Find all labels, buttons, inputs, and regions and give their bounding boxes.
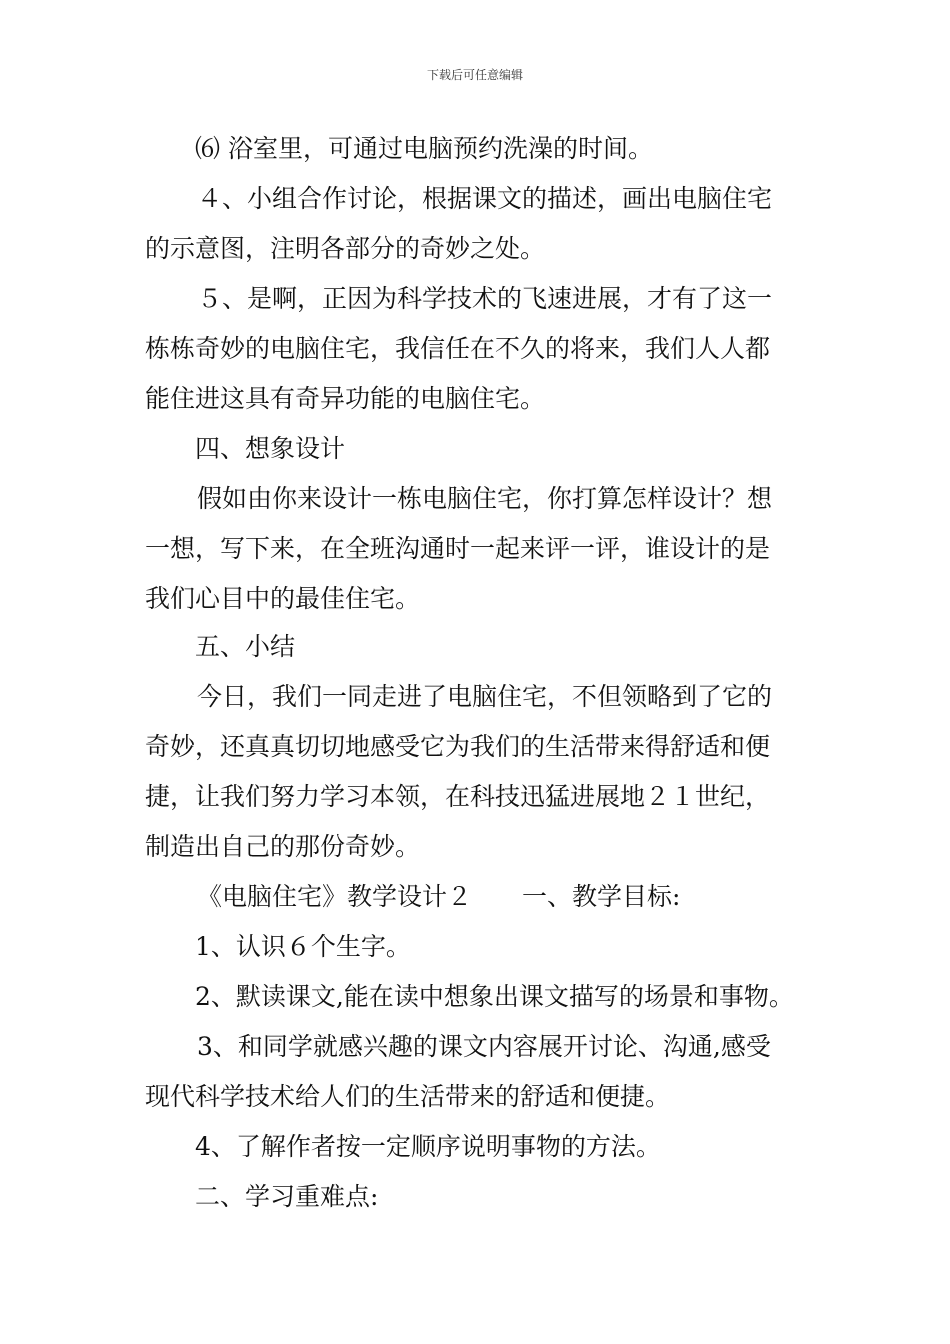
text-line: 4、了解作者按一定顺序说明事物的方法。	[195, 1132, 661, 1161]
text-line: 我们心目中的最佳住宅。	[145, 584, 421, 613]
text-line: 现代科学技术给人们的生活带来的舒适和便捷。	[145, 1082, 671, 1111]
text-line: 能住进这具有奇异功能的电脑住宅。	[145, 384, 546, 413]
page-header: 下载后可任意编辑	[426, 68, 523, 82]
text-line: 制造出自己的那份奇妙。	[145, 832, 421, 861]
section-heading: 二、学习重难点:	[195, 1182, 379, 1211]
text-line: ５、是啊，正因为科学技术的飞速进展，才有了这一	[197, 284, 773, 313]
text-line: ⑹ 浴室里，可通过电脑预约洗澡的时间。	[195, 134, 653, 163]
text-line: 捷，让我们努力学习本领，在科技迅猛进展地２１世纪，	[145, 782, 771, 811]
text-line: 的示意图，注明各部分的奇妙之处。	[145, 234, 546, 263]
text-line: ４、小组合作讨论，根据课文的描述，画出电脑住宅	[197, 184, 773, 213]
section-heading: 四、想象设计	[195, 434, 346, 463]
text-line: 1、认识６个生字。	[195, 932, 411, 961]
text-line: 3、和同学就感兴趣的课文内容展开讨论、沟通,感受	[197, 1032, 771, 1061]
text-line: 2、默读课文,能在读中想象出课文描写的场景和事物。	[195, 982, 794, 1011]
text-line: 一想，写下来，在全班沟通时一起来评一评，谁设计的是	[145, 534, 771, 563]
section-heading: 五、小结	[195, 632, 296, 661]
text-line: 假如由你来设计一栋电脑住宅，你打算怎样设计？想	[197, 484, 773, 513]
text-line: 栋栋奇妙的电脑住宅，我信任在不久的将来，我们人人都	[145, 334, 771, 363]
text-line: 今日，我们一同走进了电脑住宅，不但领略到了它的	[197, 682, 773, 711]
text-line: 奇妙，还真真切切地感受它为我们的生活带来得舒适和便	[145, 732, 771, 761]
text-line: 《电脑住宅》教学设计２ 一、教学目标:	[197, 882, 681, 911]
